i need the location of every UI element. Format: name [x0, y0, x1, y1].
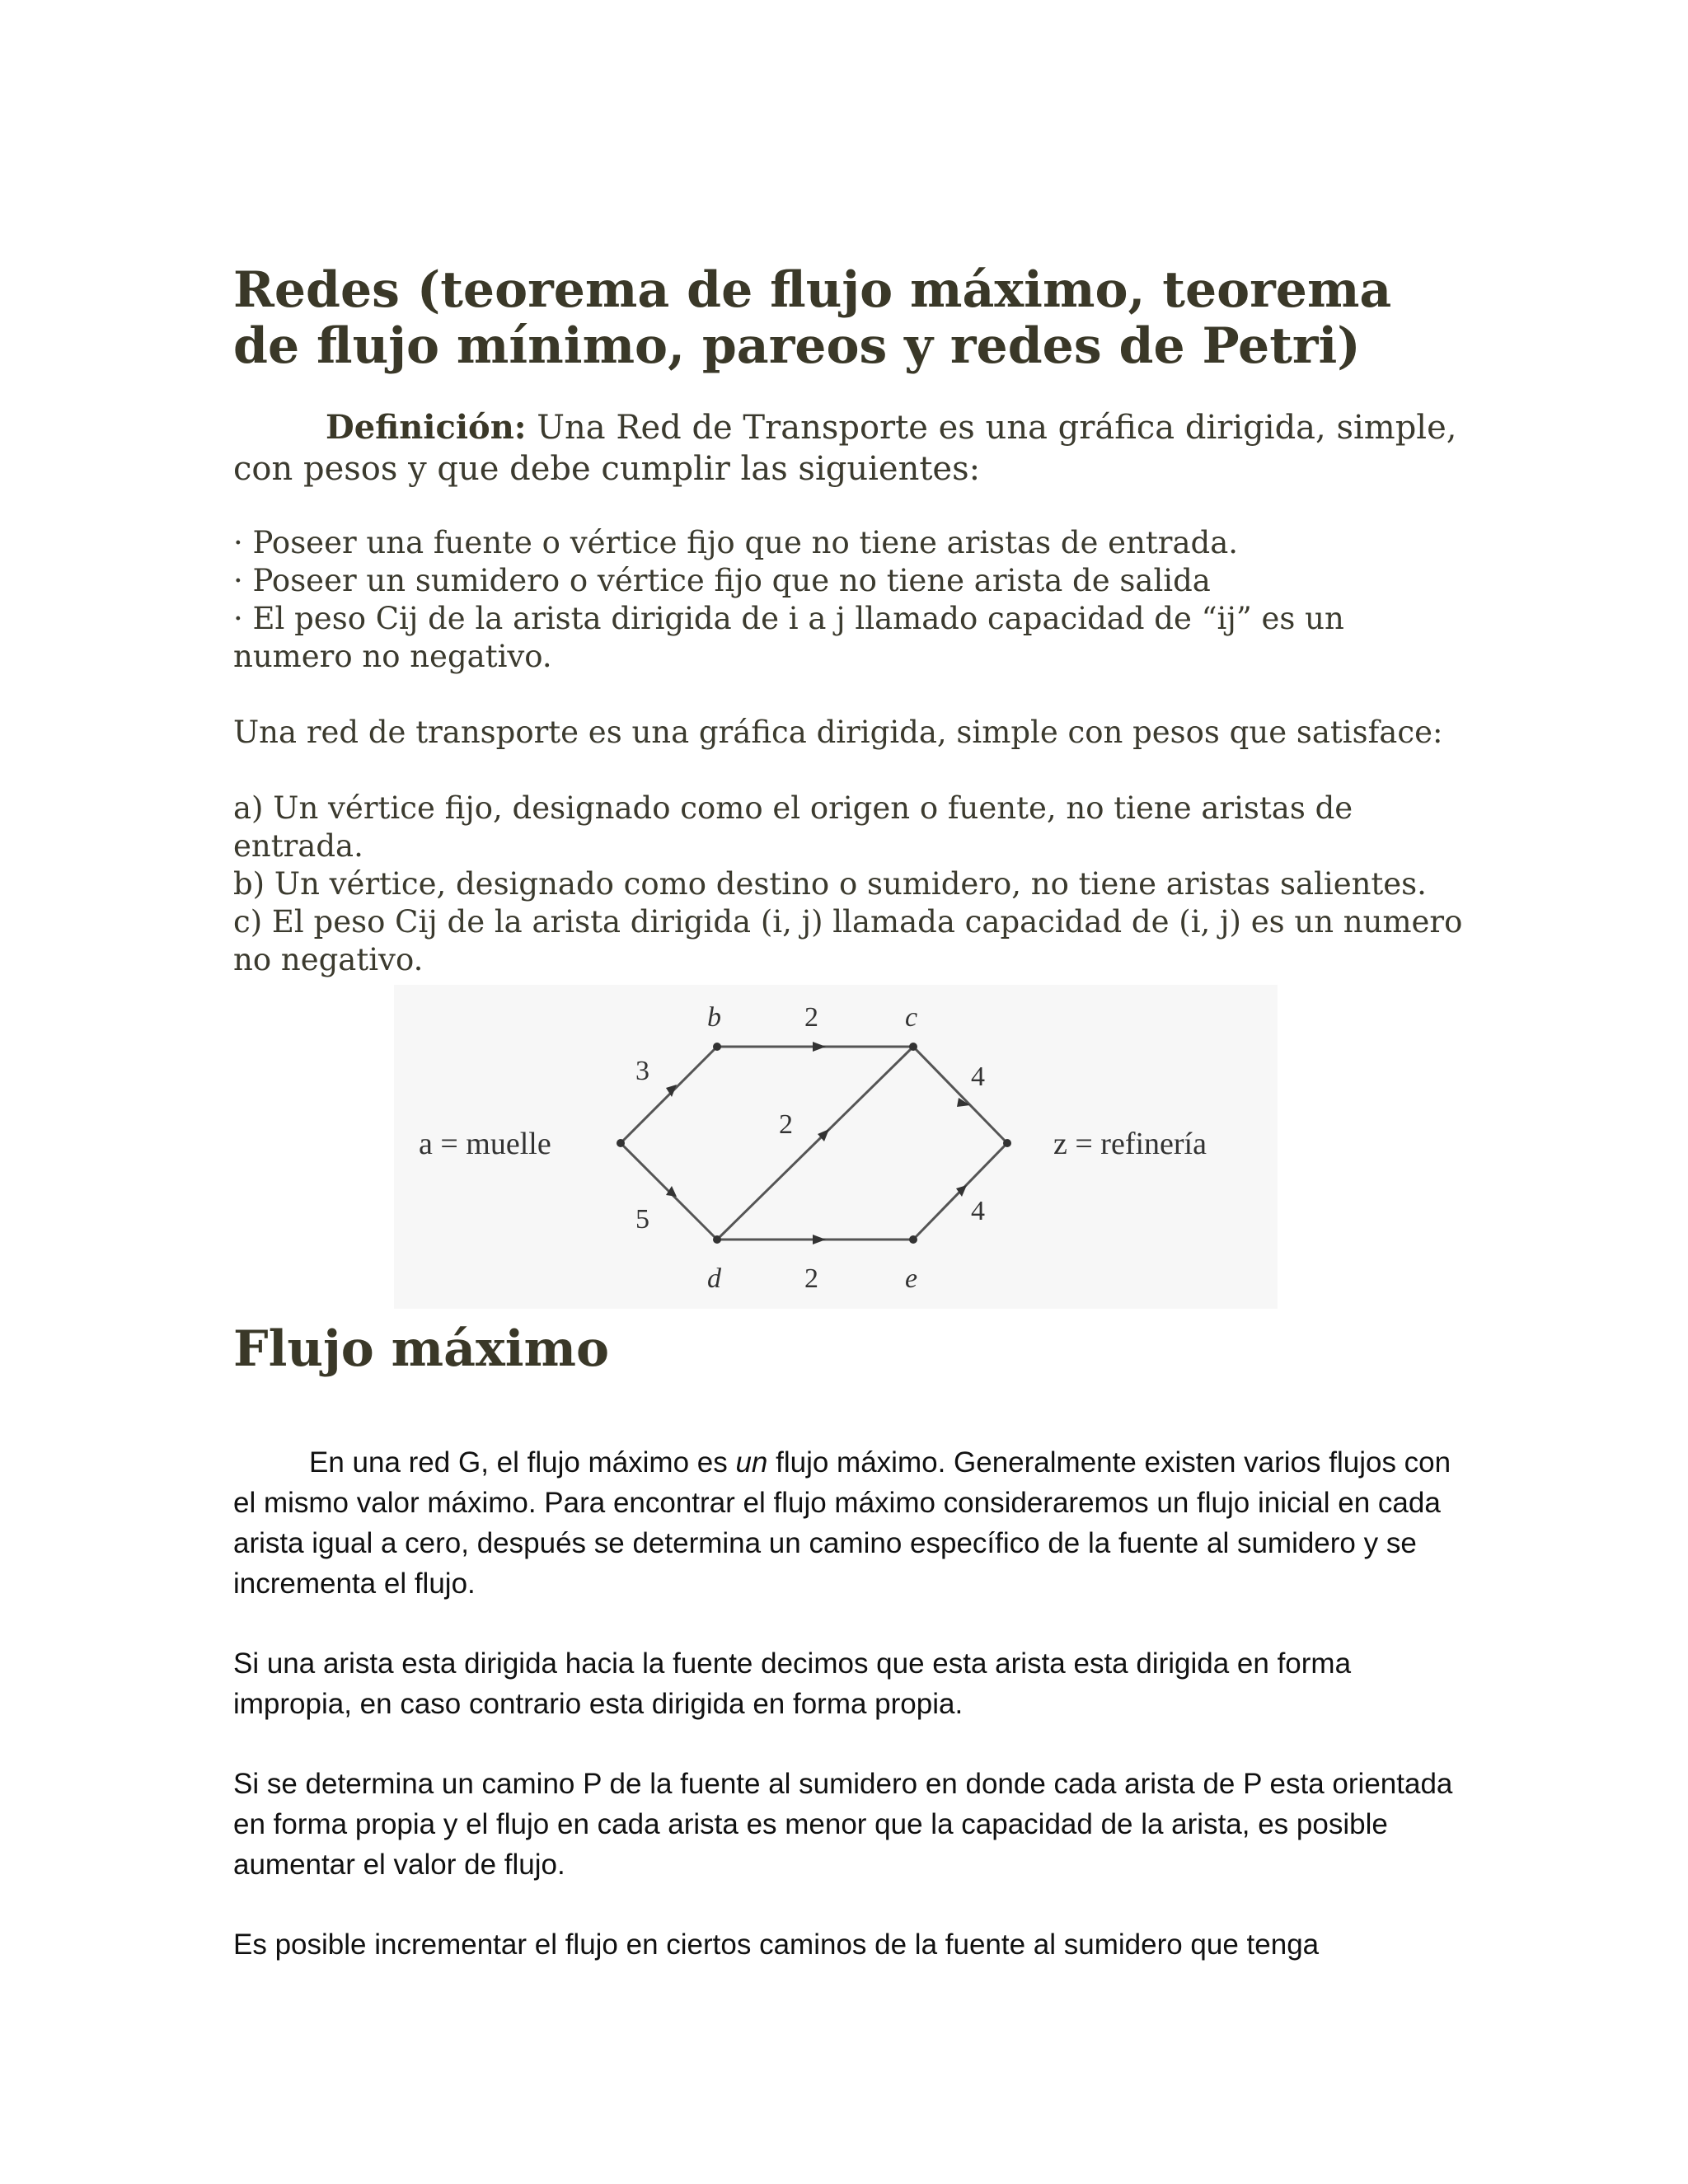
node-label-c: c: [905, 1002, 918, 1033]
network-graph: [394, 985, 1278, 1309]
arrow-bc: [813, 1042, 826, 1052]
node-c: [909, 1043, 917, 1051]
bullet-item: · Poseer un sumidero o vértice fijo que no tiene arista de salida: [233, 563, 1211, 598]
max-flow-text-1b: flujo máximo. Generalmente existen varios flujos con el mismo valor máximo. Para encontrar el flujo máximo consideraremos un flujo inicial en cada arista igual a cero, después se determina un camino específico de la fuente al sumidero y se incrementa el flujo.: [233, 1446, 1451, 1600]
weight-de: 2: [804, 1263, 818, 1294]
max-flow-emphasis: un: [735, 1446, 768, 1479]
max-flow-text-4: Es posible incrementar el flujo en ciertos caminos de la fuente al sumidero que tenga: [233, 1929, 1320, 1961]
max-flow-paragraph-3: [233, 1764, 1470, 1885]
node-label-e: e: [905, 1263, 918, 1294]
max-flow-paragraph-1: [233, 1442, 1470, 1604]
transport-network-text: Una red de transporte es una gráfica dirigida, simple con pesos que satisface:: [233, 715, 1443, 750]
weight-ez: 4: [971, 1196, 985, 1226]
max-flow-paragraph-2: [233, 1643, 1470, 1724]
sink-label: z = refinería: [1053, 1127, 1207, 1161]
node-b: [713, 1043, 721, 1051]
bullet-item: · Poseer una fuente o vértice fijo que no tiene aristas de entrada.: [233, 525, 1239, 560]
bullet-list: [233, 524, 1470, 676]
condition-list: [233, 790, 1470, 979]
weight-dc: 2: [779, 1109, 793, 1140]
transport-network-paragraph: [233, 714, 1470, 752]
max-flow-text-2: Si una arista esta dirigida hacia la fuente decimos que esta arista esta dirigida en forma impropia, en caso contrario esta dirigida en forma propia.: [233, 1647, 1352, 1720]
edge-cz: [913, 1047, 1007, 1143]
node-label-d: d: [707, 1263, 721, 1294]
node-d: [713, 1235, 721, 1244]
section-title: Flujo máximo: [233, 1320, 610, 1378]
node-label-b: b: [707, 1002, 721, 1033]
definition-text: Una Red de Transporte es una gráfica dirigida, simple, con pesos y que debe cumplir las siguientes:: [233, 409, 1457, 488]
condition-item: c) El peso Cij de la arista dirigida (i, j) llamada capacidad de (i, j) es un numero no negativo.: [233, 904, 1463, 977]
source-label: a = muelle: [419, 1127, 551, 1161]
node-a: [617, 1139, 625, 1147]
max-flow-text-3: Si se determina un camino P de la fuente al sumidero en donde cada arista de P esta orientada en forma propia y el flujo en cada arista es menor que la capacidad de la arista, es posible aumentar el valor de flujo.: [233, 1768, 1453, 1881]
max-flow-text-1a: En una red G, el flujo máximo es: [309, 1446, 736, 1479]
definition-label: Definición:: [326, 408, 527, 447]
node-e: [909, 1235, 917, 1244]
transport-network-diagram: [394, 985, 1278, 1309]
weight-ad: 5: [635, 1204, 649, 1235]
weight-bc: 2: [804, 1002, 818, 1033]
bullet-item: · El peso Cij de la arista dirigida de i a j llamado capacidad de “ij” es un numero no negativo.: [233, 601, 1344, 674]
weight-cz: 4: [971, 1062, 985, 1092]
weight-ab: 3: [635, 1056, 649, 1086]
node-z: [1003, 1139, 1011, 1147]
max-flow-paragraph-4: [233, 1924, 1470, 1965]
edge-dc: [717, 1047, 913, 1240]
page-title: Redes (teorema de flujo máximo, teorema de flujo mínimo, pareos y redes de Petri): [233, 261, 1392, 375]
condition-item: a) Un vértice fijo, designado como el origen o fuente, no tiene aristas de entrada.: [233, 790, 1353, 864]
arrow-de: [813, 1235, 826, 1244]
definition-paragraph: [233, 407, 1470, 490]
condition-item: b) Un vértice, designado como destino o sumidero, no tiene aristas salientes.: [233, 866, 1427, 902]
